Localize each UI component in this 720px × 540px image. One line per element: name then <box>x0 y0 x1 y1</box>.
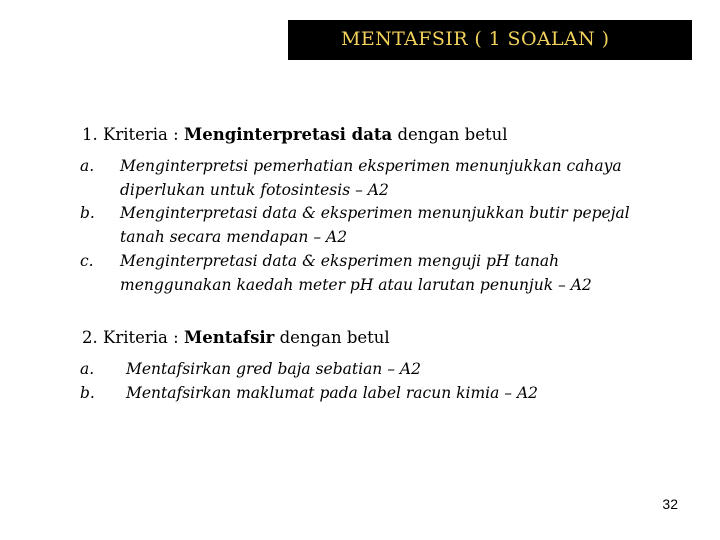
section-2-heading-bold: Mentafsir <box>183 328 275 347</box>
item-text-line-2: tanah secara mendapan – A2 <box>120 227 348 246</box>
section-1-heading-bold: Menginterpretasi data <box>183 125 393 144</box>
section-2-heading-suffix: dengan betul <box>274 328 390 347</box>
item-text-line-1: Mentafsirkan gred baja sebatian – A2 <box>126 360 421 378</box>
section-2-heading-prefix: 2. Kriteria : <box>82 328 184 347</box>
section-1-heading <box>82 125 508 144</box>
item-text-line-1: Menginterpretasi data & eksperimen menunjukkan butir pepejal <box>120 204 630 222</box>
section-2-heading <box>82 328 390 347</box>
section-2-item-a <box>80 358 680 382</box>
item-text-line-2: diperlukan untuk fotosintesis – A2 <box>120 180 389 199</box>
section-1-heading-prefix: 1. Kriteria : <box>82 125 184 144</box>
section-1-item-a <box>80 155 680 202</box>
slide-title: MENTAFSIR ( 1 SOALAN ) <box>341 28 610 50</box>
page-number: 32 <box>662 496 678 512</box>
section-2-item-b <box>80 382 680 406</box>
item-marker: b. <box>80 384 95 402</box>
item-marker: a. <box>80 157 95 175</box>
title-bar <box>288 20 692 60</box>
item-text-line-1: Mentafsirkan maklumat pada label racun kimia – A2 <box>126 384 539 402</box>
item-text-line-1: Menginterpretasi data & eksperimen menguji pH tanah <box>120 252 560 270</box>
section-1-heading-suffix: dengan betul <box>392 125 508 144</box>
item-marker: c. <box>80 252 94 270</box>
item-marker: a. <box>80 360 95 378</box>
item-text-line-1: Menginterpretsi pemerhatian eksperimen menunjukkan cahaya <box>120 157 622 175</box>
item-text-line-2: menggunakan kaedah meter pH atau larutan penunjuk – A2 <box>120 275 592 294</box>
section-1-item-b <box>80 202 680 249</box>
item-marker: b. <box>80 204 95 222</box>
section-1-item-c <box>80 250 680 297</box>
